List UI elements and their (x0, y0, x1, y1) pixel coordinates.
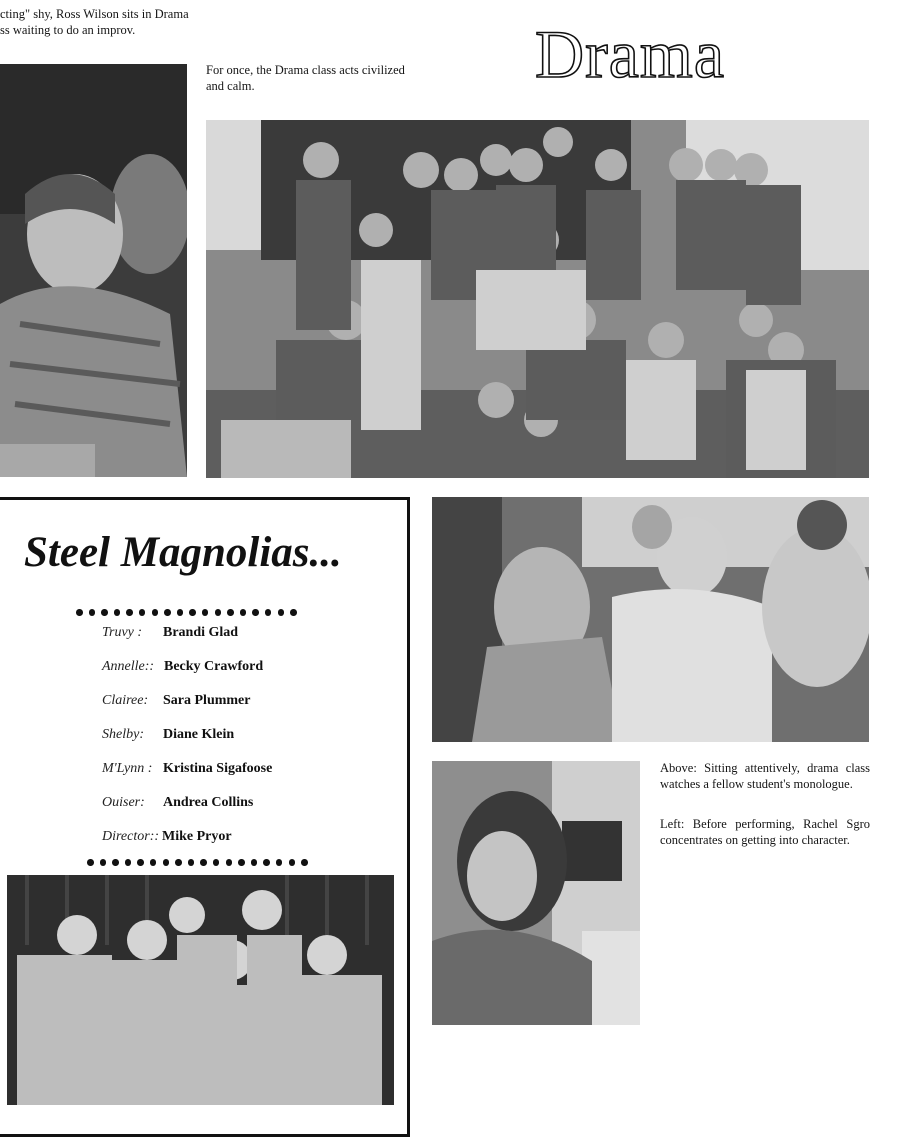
cast-role: Ouiser: (102, 795, 145, 810)
ross-wilson-caption (0, 6, 200, 38)
cast-role: M'Lynn : (102, 761, 153, 776)
cast-name: Mike Pryor (162, 829, 232, 844)
class-watching-photo (432, 497, 869, 742)
drama-class-group-photo (206, 120, 869, 478)
cast-name: Kristina Sigafoose (163, 761, 273, 776)
cast-name: Brandi Glad (163, 625, 239, 640)
cast-name: Becky Crawford (164, 659, 264, 674)
play-title: Steel Magnolias... (24, 529, 342, 576)
cast-role: Annelle:: (102, 659, 155, 674)
caption-line-1: cting" shy, Ross Wilson sits in Drama (0, 7, 189, 21)
cast-name: Andrea Collins (163, 795, 254, 810)
above-photo-caption: Above: Sitting attentively, drama class watches a fellow student's monologue. (660, 761, 870, 791)
dot-divider-bottom (87, 859, 308, 866)
rachel-sgro-photo (432, 761, 640, 1025)
left-photo-caption: Left: Before performing, Rachel Sgro concentrates on getting into character. (660, 817, 870, 847)
cast-role: Director:: (102, 829, 160, 844)
caption-line-2: ss waiting to do an improv. (0, 23, 136, 37)
cast-role: Truvy : (102, 625, 143, 640)
cast-role: Shelby: (102, 727, 144, 742)
section-title: Drama (535, 16, 726, 92)
ross-wilson-photo (0, 64, 187, 477)
cast-name: Diane Klein (163, 727, 235, 742)
group-photo-caption: For once, the Drama class acts civilized and calm. (206, 63, 405, 93)
steel-magnolias-cast-photo (7, 875, 394, 1105)
cast-role: Clairee: (102, 693, 149, 708)
cast-name: Sara Plummer (163, 693, 251, 708)
dot-divider-top (76, 609, 297, 616)
